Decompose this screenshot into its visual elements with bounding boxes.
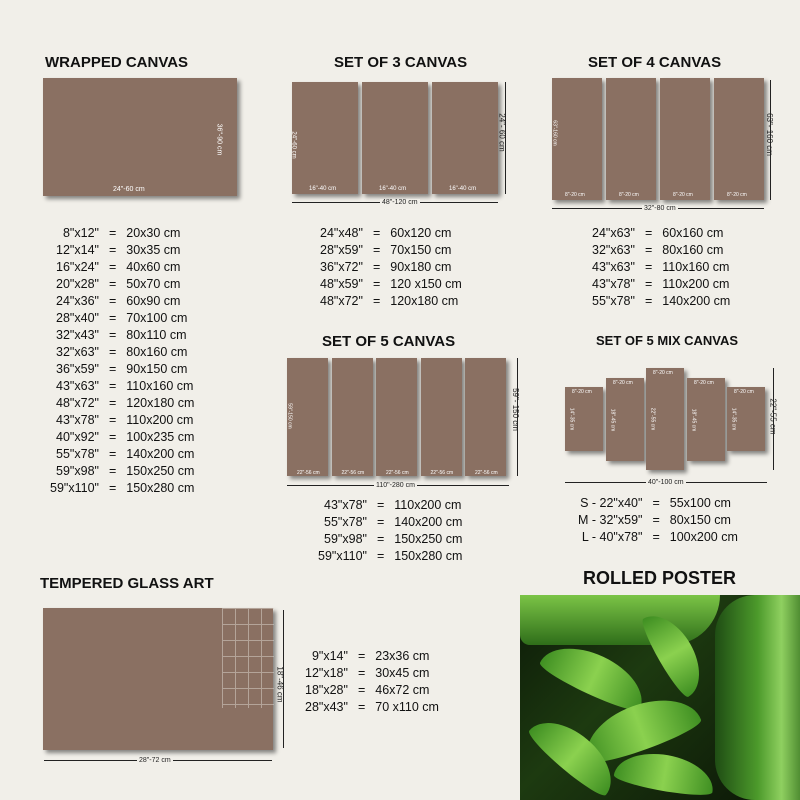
size-cm: 100x235 cm (126, 430, 195, 444)
size-row (50, 276, 194, 293)
size-row (592, 225, 730, 242)
size-inches: 8"x12" (62, 226, 99, 240)
size-cm: 80x160 cm (126, 345, 188, 359)
size-row (50, 327, 194, 344)
size-equals: = (108, 430, 117, 444)
size-cm: 46x72 cm (375, 683, 430, 697)
set5-total-width: 110"-280 cm (376, 482, 415, 489)
size-cm: 120x180 cm (390, 294, 459, 308)
size-equals: = (108, 328, 117, 342)
size-row (50, 225, 194, 242)
wrapped-height-label: 36"-90 cm (215, 123, 223, 156)
size-equals: = (108, 260, 117, 274)
size-row (578, 495, 738, 512)
size-row (318, 514, 462, 531)
panel-size-label: 8"-20 cm (565, 192, 585, 198)
size-cm: 23x36 cm (375, 649, 430, 663)
size-row (50, 429, 194, 446)
set3-size-table (320, 225, 462, 310)
size-inches: 59"x110" (50, 481, 99, 495)
size-inches: 55"x78" (592, 294, 635, 308)
size-inches: 59"x110" (318, 549, 367, 563)
size-inches: 43"x78" (324, 498, 367, 512)
size-inches: 36"x59" (56, 362, 99, 376)
size-equals: = (376, 532, 385, 546)
mix5-panel (646, 368, 684, 470)
size-inches: 32"x63" (56, 345, 99, 359)
panel-size-label: 18"-45 cm (609, 408, 616, 431)
set3-height-label: 24"- 60 cm (497, 113, 507, 152)
size-inches: 48"x72" (56, 396, 99, 410)
mix5-total-width: 40"-100 cm (648, 479, 684, 486)
poster-title: ROLLED POSTER (583, 568, 737, 588)
size-row (305, 682, 439, 699)
size-inches: 20"x28" (56, 277, 99, 291)
size-cm: 80x160 cm (662, 243, 724, 257)
set3-panel (292, 82, 358, 194)
size-cm: 150x250 cm (394, 532, 463, 546)
set4-size-table (592, 225, 730, 310)
panel-size-label: 8"-20 cm (673, 192, 693, 198)
size-cm: 120 x150 cm (390, 277, 462, 291)
set5-title: SET OF 5 CANVAS (322, 333, 456, 350)
mix5-title: SET OF 5 MIX CANVAS (596, 333, 739, 348)
glass-reflection-grid (222, 608, 274, 708)
size-equals: = (357, 666, 366, 680)
mix5-panel (606, 378, 644, 461)
set4-panel (606, 78, 656, 200)
size-equals: = (108, 447, 117, 461)
size-equals: = (372, 294, 381, 308)
panel-size-label: 8"-20 cm (613, 380, 633, 386)
size-row (50, 242, 194, 259)
panel-size-label: 59"-150 cm (286, 403, 293, 429)
mix5-panel (727, 387, 765, 451)
set3-total-width: 48"-120 cm (382, 199, 418, 206)
set3-panel (362, 82, 428, 194)
size-inches: 48"x72" (320, 294, 363, 308)
size-cm: 30x45 cm (375, 666, 430, 680)
panel-size-label: 16"-40 cm (379, 186, 407, 192)
size-row (320, 242, 462, 259)
size-equals: = (108, 311, 117, 325)
size-equals: = (108, 464, 117, 478)
size-row (320, 276, 462, 293)
size-cm: 150x280 cm (126, 481, 195, 495)
size-cm: 30x35 cm (126, 243, 181, 257)
set5-size-table (318, 497, 462, 565)
wrapped-size-table (50, 225, 194, 497)
size-equals: = (372, 243, 381, 257)
set5-panel (376, 358, 417, 476)
set3-title: SET OF 3 CANVAS (334, 54, 468, 71)
panel-size-label: 8"-20 cm (694, 380, 714, 386)
wrapped-width-label: 24"-60 cm (113, 186, 145, 193)
size-equals: = (652, 530, 660, 544)
size-equals: = (372, 260, 381, 274)
mix5-panel (687, 378, 725, 461)
panel-size-label: 14"-35 cm (730, 407, 737, 431)
size-cm: 70x150 cm (390, 243, 452, 257)
size-inches: 43"x63" (56, 379, 99, 393)
size-row (320, 225, 462, 242)
size-row (50, 259, 194, 276)
size-inches: 55"x78" (324, 515, 367, 529)
size-equals: = (644, 226, 653, 240)
size-row (305, 699, 439, 716)
glass-width-label: 28"-72 cm (139, 757, 171, 764)
size-row (50, 446, 194, 463)
size-cm: 90x150 cm (126, 362, 188, 376)
size-equals: = (644, 260, 653, 274)
glass-size-table (305, 648, 439, 716)
size-cm: 20x30 cm (126, 226, 181, 240)
size-inches: 43"x78" (592, 277, 635, 291)
size-cm: 150x250 cm (126, 464, 195, 478)
panel-size-label: 22"-55 cm (649, 407, 656, 431)
size-inches: 12"x18" (305, 666, 348, 680)
size-cm: 55x100 cm (669, 496, 731, 510)
size-equals: = (376, 498, 385, 512)
panel-size-label: 8"-20 cm (727, 192, 747, 198)
size-row (592, 259, 730, 276)
size-inches: 9"x14" (311, 649, 348, 663)
panel-size-label: 22"-56 cm (341, 470, 365, 476)
size-equals: = (357, 683, 366, 697)
set4-panel (714, 78, 764, 200)
panel-size-label: 8"-20 cm (619, 192, 639, 198)
size-equals: = (108, 379, 117, 393)
panel-size-label: 63"-160 cm (551, 120, 558, 146)
size-row (305, 648, 439, 665)
set5-height-label: 59"- 150 cm (510, 388, 520, 431)
size-inches: 55"x78" (56, 447, 99, 461)
size-cm: 60x90 cm (126, 294, 181, 308)
size-inches: 24"x36" (56, 294, 99, 308)
size-row (578, 529, 738, 546)
set4-height-label: 63"- 160 cm (764, 113, 774, 156)
mix5-size-table (578, 495, 738, 546)
size-row (318, 531, 462, 548)
rolled-poster-image (520, 595, 800, 800)
size-inches: 36"x72" (320, 260, 363, 274)
panel-size-label: 8"-20 cm (572, 389, 592, 395)
size-inches: 48"x59" (320, 277, 363, 291)
size-cm: 90x180 cm (390, 260, 452, 274)
size-row (50, 310, 194, 327)
size-inches: 28"x40" (56, 311, 99, 325)
poster-roll (715, 595, 800, 800)
size-row (50, 361, 194, 378)
size-equals: = (376, 549, 385, 563)
set3-panel (432, 82, 498, 194)
size-inches: 59"x98" (56, 464, 99, 478)
size-cm: 110x200 cm (394, 498, 462, 512)
panel-size-label: 16"-40 cm (309, 186, 337, 192)
size-row (50, 293, 194, 310)
size-inches: 16"x24" (56, 260, 99, 274)
size-inches: 32"x63" (592, 243, 635, 257)
size-row (50, 412, 194, 429)
size-equals: = (108, 362, 117, 376)
size-inches: 28"x43" (305, 700, 348, 714)
size-row (50, 395, 194, 412)
size-inches: 43"x78" (56, 413, 99, 427)
size-row (305, 665, 439, 682)
panel-size-label: 22"-56 cm (386, 470, 409, 476)
size-cm: 100x200 cm (669, 530, 738, 544)
panel-size-label: 8"-20 cm (653, 370, 673, 376)
size-inches: 12"x14" (56, 243, 99, 257)
size-equals: = (357, 649, 366, 663)
size-cm: 120x180 cm (126, 396, 195, 410)
panel-size-label: 22"-56 cm (430, 470, 454, 476)
set5-panel (421, 358, 462, 476)
size-equals: = (644, 294, 653, 308)
panel-size-label: 22"-56 cm (297, 470, 320, 476)
glass-title: TEMPERED GLASS ART (40, 575, 214, 592)
size-row (320, 293, 462, 310)
size-equals: = (108, 345, 117, 359)
size-row (320, 259, 462, 276)
mix5-height-label: 22"-55 cm (768, 398, 778, 435)
mix5-panel (565, 387, 603, 451)
set5-panel (465, 358, 506, 476)
size-inches: 32"x43" (56, 328, 99, 342)
size-equals: = (652, 496, 660, 510)
panel-size-label: 18"-45 cm (690, 408, 697, 431)
size-cm: 150x280 cm (394, 549, 463, 563)
set4-panel (660, 78, 710, 200)
size-row (50, 378, 194, 395)
size-row (592, 276, 730, 293)
size-equals: = (108, 413, 117, 427)
panel-size-label: 22"-56 cm (475, 470, 498, 476)
size-inches: 28"x59" (320, 243, 363, 257)
size-inches: 59"x98" (324, 532, 367, 546)
size-row (50, 463, 194, 480)
size-cm: 110x200 cm (126, 413, 194, 427)
size-inches: 18"x28" (305, 683, 348, 697)
set5-panel (332, 358, 373, 476)
size-equals: = (108, 226, 117, 240)
size-cm: 140x200 cm (394, 515, 463, 529)
size-row (578, 512, 738, 529)
panel-size-label: 24"-60 cm (290, 131, 297, 159)
size-cm: 70x100 cm (126, 311, 188, 325)
size-cm: 110x160 cm (126, 379, 194, 393)
panel-size-label: 16"-40 cm (449, 186, 477, 192)
wrapped-canvas-title: WRAPPED CANVAS (45, 54, 189, 71)
size-inches: 24"x48" (320, 226, 363, 240)
size-cm: 50x70 cm (126, 277, 181, 291)
size-inches: 24"x63" (592, 226, 635, 240)
set4-panel (552, 78, 602, 200)
size-equals: = (652, 513, 660, 527)
size-row (592, 242, 730, 259)
size-equals: = (376, 515, 385, 529)
poster-curl (520, 595, 720, 645)
size-row (318, 497, 462, 514)
size-equals: = (108, 481, 117, 495)
size-row (50, 344, 194, 361)
set5-panel (287, 358, 328, 476)
size-row (50, 480, 194, 497)
size-cm: 110x200 cm (662, 277, 730, 291)
size-inches: M - 32"x59" (578, 513, 643, 527)
size-equals: = (108, 277, 117, 291)
wrapped-canvas-panel (43, 78, 237, 196)
size-row (592, 293, 730, 310)
glass-height-label: 18"-46 cm (275, 666, 285, 703)
size-equals: = (644, 277, 653, 291)
size-inches: 43"x63" (592, 260, 635, 274)
size-row (318, 548, 462, 565)
size-equals: = (108, 294, 117, 308)
size-equals: = (644, 243, 653, 257)
size-equals: = (108, 396, 117, 410)
size-inches: S - 22"x40" (580, 496, 643, 510)
size-cm: 80x150 cm (669, 513, 731, 527)
size-equals: = (108, 243, 117, 257)
size-equals: = (357, 700, 366, 714)
size-cm: 70 x110 cm (375, 700, 439, 714)
size-equals: = (372, 226, 381, 240)
set4-title: SET OF 4 CANVAS (588, 54, 722, 71)
panel-size-label: 14"-35 cm (568, 407, 575, 431)
size-cm: 110x160 cm (662, 260, 730, 274)
size-cm: 60x120 cm (390, 226, 452, 240)
size-inches: 40"x92" (56, 430, 99, 444)
size-inches: L - 40"x78" (581, 530, 643, 544)
size-cm: 60x160 cm (662, 226, 724, 240)
size-cm: 140x200 cm (126, 447, 195, 461)
size-cm: 80x110 cm (126, 328, 187, 342)
size-cm: 140x200 cm (662, 294, 731, 308)
size-equals: = (372, 277, 381, 291)
size-cm: 40x60 cm (126, 260, 181, 274)
set4-total-width: 32"-80 cm (644, 205, 676, 212)
panel-size-label: 8"-20 cm (734, 389, 754, 395)
